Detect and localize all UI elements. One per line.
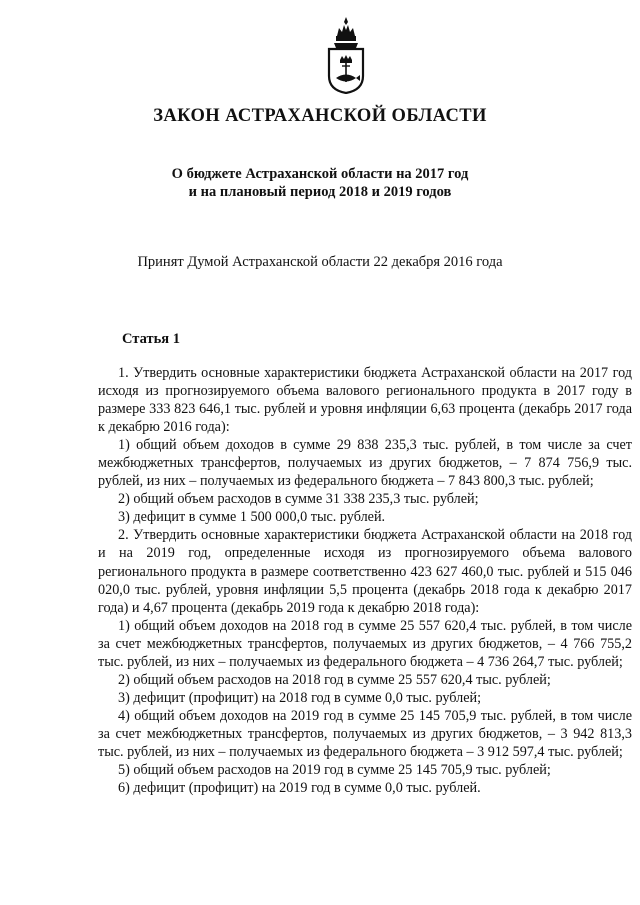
paragraph-2-item-5: 5) общий объем расходов на 2019 год в сумме 25 145 705,9 тыс. рублей; xyxy=(118,762,551,779)
paragraph-2-item-2: 2) общий объем расходов на 2018 год в сумме 25 557 620,4 тыс. рублей; xyxy=(118,671,551,688)
paragraph-2-item-1: 1) общий объем доходов на 2018 год в сумме 25 557 620,4 тыс. рублей, в том числе за счет межбюджетных трансфертов, получаемых из других бюджетов, – 4 766 755,2 тыс. рублей, из них – получаемых из федерального бюджета – 4 736 264,7 тыс. рублей; xyxy=(98,617,632,670)
paragraph-2-item-6: 6) дефицит (профицит) на 2019 год в сумме 0,0 тыс. рублей. xyxy=(118,780,481,797)
adoption-statement: Принят Думой Астраханской области 22 декабря 2016 года xyxy=(137,254,503,270)
article-heading: Статья 1 xyxy=(122,331,180,347)
article-body xyxy=(98,364,632,797)
paragraph-1-item-3: 3) дефицит в сумме 1 500 000,0 тыс. рублей. xyxy=(118,509,386,526)
law-subtitle-line-1: О бюджете Астраханской области на 2017 год xyxy=(171,166,469,182)
paragraph-1: 1. Утвердить основные характеристики бюджета Астраханской области на 2017 год исходя из прогнозируемого объема валового регионального продукта в 2017 году в размере 333 823 646,1 тыс. рублей и уровня инфляции 6,63 процента (декабрь 2017 года к декабрю 2016 года): xyxy=(98,365,632,436)
paragraph-2-item-4: 4) общий объем доходов на 2019 год в сумме 25 145 705,9 тыс. рублей, в том числе за счет межбюджетных трансфертов, получаемых из других бюджетов, – 3 942 813,3 тыс. рублей, из них – получаемых из федерального бюджета – 3 912 597,4 тыс. рублей; xyxy=(98,707,632,760)
paragraph-2: 2. Утвердить основные характеристики бюджета Астраханской области на 2018 год и на 2019 год, определенные исходя из прогнозируемого объема валового регионального продукта в размере соответственно 423 627 460,0 тыс. рублей и 515 046 020,0 тыс. рублей, уровня инфляции 5,5 процента (декабрь 2018 года к декабрю 2017 года) и 4,67 процента (декабрь 2019 года к декабрю 2018 года): xyxy=(98,527,632,616)
coat-of-arms-icon xyxy=(325,16,367,94)
law-title: ЗАКОН АСТРАХАНСКОЙ ОБЛАСТИ xyxy=(153,106,487,126)
paragraph-1-item-2: 2) общий объем расходов в сумме 31 338 235,3 тыс. рублей; xyxy=(118,491,479,508)
paragraph-2-item-3: 3) дефицит (профицит) на 2018 год в сумме 0,0 тыс. рублей; xyxy=(118,689,482,706)
law-subtitle-line-2: и на плановый период 2018 и 2019 годов xyxy=(188,184,452,200)
paragraph-1-item-1: 1) общий объем доходов в сумме 29 838 235,3 тыс. рублей, в том числе за счет межбюджетных трансфертов, получаемых из других бюджетов, – 7 874 756,9 тыс. рублей, из них – получаемых из федерального бюджета – 7 843 800,3 тыс. рублей; xyxy=(98,437,632,490)
